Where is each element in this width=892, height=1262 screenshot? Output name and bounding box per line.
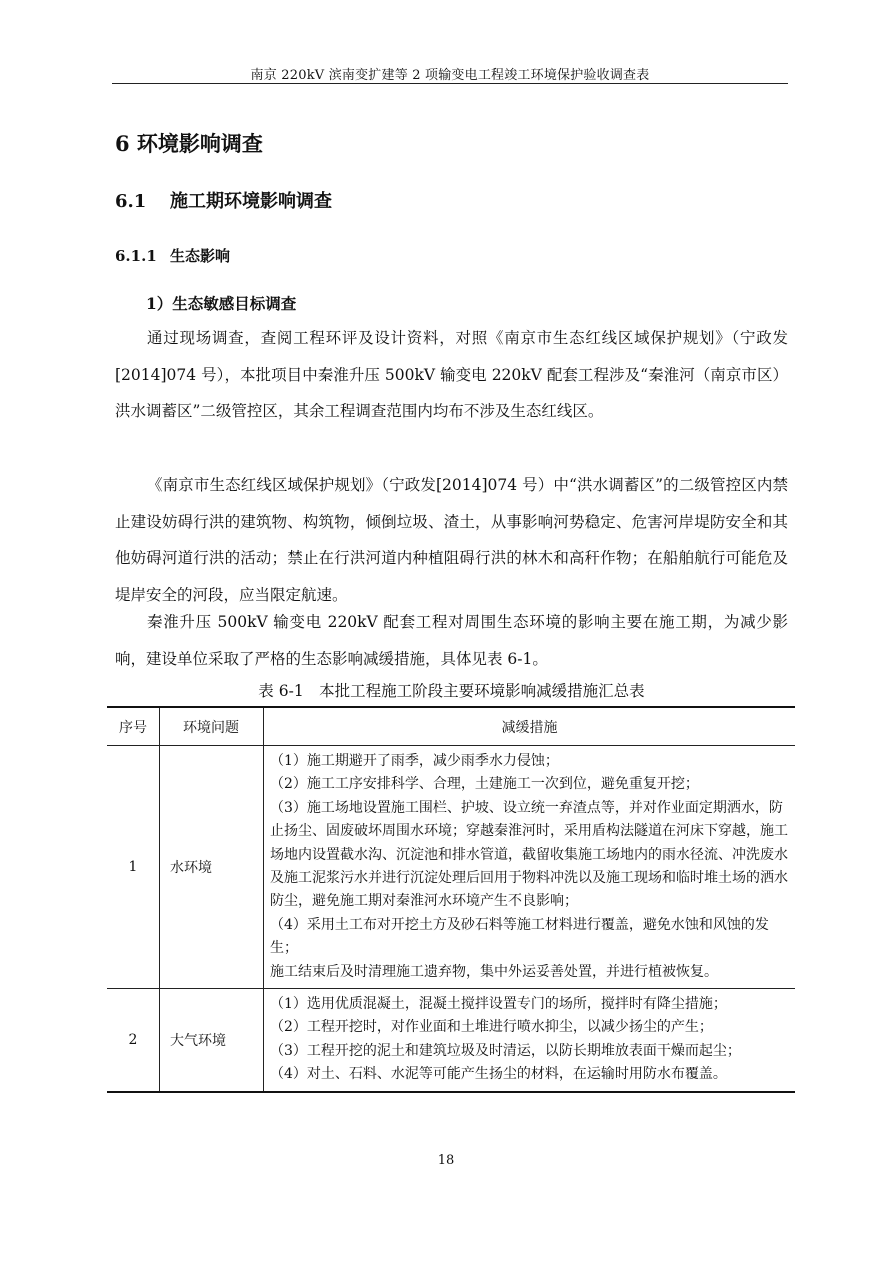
measure-line: （1）选用优质混凝土，混凝土搅拌设置专门的场所，搅拌时有降尘措施； xyxy=(270,996,727,1013)
table-caption: 表 6-1 本批工程施工阶段主要环境影响减缓措施汇总表 xyxy=(258,682,645,700)
paragraph: 《南京市生态红线区域保护规划》（宁政发[2014]074 号）中“洪水调蓄区”的二级管控区内禁止建设妨碍行洪的建筑物、构筑物，倾倒垃圾、渣土，从事影响河势稳定、危害河岸堤防安全和其他妨碍河道行洪的活动；禁止在行洪河道内种植阻碍行洪的林木和高秆作物；在船舶航行可能危及堤岸安全的河段，应当限定航速。 xyxy=(115,476,788,605)
subsection-number: 6.1 xyxy=(115,191,147,212)
table-header-row xyxy=(107,707,795,746)
measure-line: （3）工程开挖的泥土和建筑垃圾及时清运，以防长期堆放表面干燥而起尘； xyxy=(270,1042,741,1059)
column-header: 序号 xyxy=(107,707,160,746)
measure-line: 施工结束后及时清理施工遗弃物，集中外运妥善处置，并进行植被恢复。 xyxy=(270,963,718,980)
subsubsection-heading xyxy=(115,245,230,266)
measure-line: （1）施工期避开了雨季，减少雨季水力侵蚀； xyxy=(270,753,559,769)
row-issue: 水环境 xyxy=(160,746,264,989)
column-header: 环境问题 xyxy=(160,707,264,746)
table-row xyxy=(107,746,795,989)
subsubsection-title: 生态影响 xyxy=(170,247,231,265)
row-number: 1 xyxy=(128,859,138,876)
subsubsection-number: 6.1.1 xyxy=(115,247,157,265)
row-issue: 大气环境 xyxy=(160,989,264,1092)
subsection-title: 施工期环境影响调查 xyxy=(170,191,332,212)
paragraph: 通过现场调查，查阅工程环评及设计资料，对照《南京市生态红线区域保护规划》（宁政发[2014]074 号），本批项目中秦淮升压 500kV 输变电 220kV 配套工程涉及“秦淮河（南京市区）洪水调蓄区”二级管控区，其余工程调查范围内均布不涉及生态红线区。 xyxy=(115,329,788,421)
measure-line: （3）施工场地设置施工围栏、护坡、设立统一弃渣点等，并对作业面定期洒水，防止扬尘、固废破坏周围水环境；穿越秦淮河时，采用盾构法隧道在河床下穿越，施工场地内设置截水沟、沉淀池和排水管道，截留收集施工场地内的雨水径流、冲洗废水及施工泥浆污水并进行沉淀处理后回用于物料冲洗以及施工现场和临时堆土场的洒水防尘，避免施工期对秦淮河水环境产生不良影响； xyxy=(270,799,788,910)
subsection-heading xyxy=(115,187,332,213)
row-measures xyxy=(264,746,796,989)
measure-line: （4）采用土工布对开挖土方及砂石料等施工材料进行覆盖，避免水蚀和风蚀的发生； xyxy=(270,916,769,957)
header-rule xyxy=(112,83,788,84)
mitigation-table xyxy=(107,706,795,1093)
page-number: 18 xyxy=(437,1153,455,1168)
column-header: 减缓措施 xyxy=(264,707,796,746)
paragraph: 秦淮升压 500kV 输变电 220kV 配套工程对周围生态环境的影响主要在施工期，为减少影响，建设单位采取了严格的生态影响减缓措施，具体见表 6-1。 xyxy=(115,613,788,668)
measure-line: （4）对土、石料、水泥等可能产生扬尘的材料，在运输时用防水布覆盖。 xyxy=(270,1066,727,1083)
table-row xyxy=(107,989,795,1092)
row-measures xyxy=(264,989,796,1092)
row-number: 2 xyxy=(107,989,160,1092)
running-header: 南京 220kV 滨南变扩建等 2 项输变电工程竣工环境保护验收调查表 xyxy=(250,68,650,83)
measure-line: （2）施工工序安排科学、合理，土建施工一次到位，避免重复开挖； xyxy=(270,776,699,793)
measure-line: （2）工程开挖时，对作业面和土堆进行喷水抑尘，以减少扬尘的产生； xyxy=(270,1019,713,1036)
section-heading: 6 环境影响调查 xyxy=(115,131,263,156)
item-heading: 1）生态敏感目标调查 xyxy=(146,294,297,313)
